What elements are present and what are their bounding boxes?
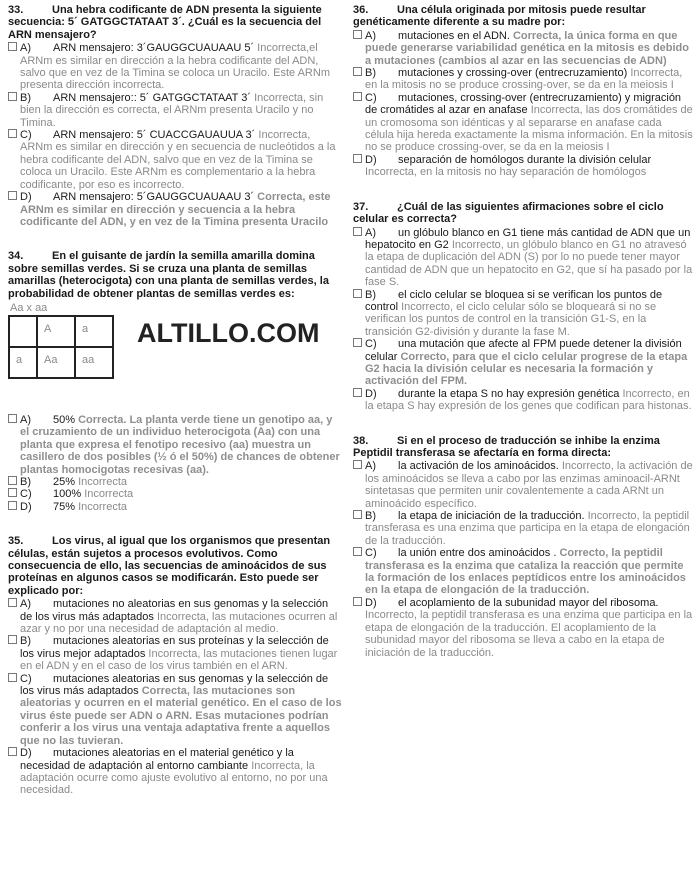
feedback-correct: Correcto, la peptidil transferasa es la enzima que cataliza la reacción que permite la formación de los enlaces peptídicos entre los aminoácidos en la etapa de elongación de la traducción. bbox=[365, 547, 686, 597]
checkbox-icon[interactable] bbox=[8, 191, 17, 200]
punnett-cell: Aa bbox=[37, 347, 75, 378]
option-answer: mutaciones no aleatorias en sus genomas y la selección de los virus más adaptados bbox=[20, 598, 329, 623]
option-list bbox=[353, 30, 693, 179]
question-stem bbox=[353, 4, 693, 29]
option-letter: A) bbox=[365, 29, 376, 42]
option-letter: D) bbox=[20, 191, 32, 204]
answer-option[interactable] bbox=[353, 92, 693, 154]
option-letter: B) bbox=[365, 67, 376, 80]
option-letter: A) bbox=[20, 413, 31, 426]
checkbox-icon[interactable] bbox=[8, 414, 17, 423]
cross-label: Aa x aa bbox=[10, 301, 48, 314]
checkbox-icon[interactable] bbox=[8, 476, 17, 485]
punnett-square bbox=[8, 315, 114, 379]
question-number: 33. bbox=[8, 4, 24, 16]
feedback-correct: Correcta. La planta verde tiene un genotipo aa, y el cruzamiento de un individuo heterocigota (Aa) con una planta que expresa el fenotipo recesivo (aa) muestra un casillero de dos posibles (½ ó el 50%) de chances de obtener plantas homocigotas recesivas (aa). bbox=[20, 413, 340, 476]
option-answer: 100% bbox=[53, 488, 82, 501]
question-stem bbox=[8, 535, 343, 597]
option-answer: ARN mensajero: 3´GAUGGCUAUAAU 5´ bbox=[53, 42, 255, 55]
left-column bbox=[8, 4, 343, 819]
option-answer: mutaciones aleatorias en sus proteínas y la selección de los virus mejor adaptados bbox=[20, 635, 329, 660]
question-text: ¿Cuál de las siguientes afirmaciones sobre el ciclo celular es correcta? bbox=[353, 200, 664, 226]
feedback-incorrect: Incorrecto, la activación de los aminoácidos se lleva a cabo por las enzimas aminoacil-ARNt sintetasas que permiten unir covalentemente a cada ARNt un aminoácido específico. bbox=[365, 460, 693, 510]
checkbox-icon[interactable] bbox=[8, 747, 17, 756]
option-answer: mutaciones en el ADN. bbox=[398, 29, 510, 42]
question-text: Si en el proceso de traducción se inhibe la enzima Peptidil transferasa se afectaría en forma directa: bbox=[353, 434, 660, 459]
question-stem bbox=[8, 250, 343, 300]
feedback-incorrect: Incorrecto, el ciclo celular sólo se bloqueará si no se verifican los puntos de control en la transición G1-S, en la transición G2-división y durante la fase M. bbox=[365, 300, 657, 338]
answer-option[interactable] bbox=[353, 338, 693, 388]
option-answer: mutaciones y crossing-over (entrecruzamiento) bbox=[398, 67, 628, 80]
feedback-incorrect: Incorrecta bbox=[78, 475, 128, 488]
question-number: 38. bbox=[353, 434, 369, 447]
option-answer: separación de homólogos durante la división celular bbox=[398, 153, 652, 166]
option-answer: el ciclo celular se bloquea si se verifican los puntos de control bbox=[365, 288, 663, 313]
option-letter: D) bbox=[365, 153, 377, 166]
question-33 bbox=[8, 4, 343, 228]
option-letter: B) bbox=[365, 288, 376, 301]
option-letter: A) bbox=[365, 460, 376, 473]
option-letter: B) bbox=[20, 91, 31, 104]
question-number: 37. bbox=[353, 200, 369, 213]
option-answer: mutaciones aleatorias en el material genético y la necesidad de adaptación al entorno cambiante bbox=[20, 747, 294, 772]
option-letter: B) bbox=[365, 510, 376, 523]
option-letter: C) bbox=[365, 338, 377, 351]
checkbox-icon[interactable] bbox=[353, 92, 362, 101]
punnett-cell bbox=[9, 316, 37, 347]
answer-option[interactable] bbox=[353, 289, 693, 339]
option-list bbox=[353, 460, 693, 659]
option-letter: C) bbox=[365, 547, 377, 560]
watermark-logo: ALTILLO.COM bbox=[137, 317, 320, 348]
answer-option[interactable] bbox=[8, 129, 343, 191]
punnett-cell: aa bbox=[75, 347, 113, 378]
option-answer: ARN mensajero: 5´ CUACCGAUAUUA 3´ bbox=[53, 129, 259, 142]
option-letter: C) bbox=[20, 672, 32, 685]
feedback-incorrect: Incorrecta, en la mitosis no hay separación de homólogos bbox=[365, 166, 647, 179]
answer-option[interactable] bbox=[353, 460, 693, 510]
feedback-incorrect: Incorrecto, la peptidil transferasa es una enzima que participa en la etapa de elongación de la traducción. El acoplamiento de la subunidad mayor del ribosoma se lleva a cabo en la etapa de iniciación de la traducción. bbox=[365, 609, 693, 659]
answer-option[interactable] bbox=[8, 598, 343, 635]
option-list bbox=[8, 598, 343, 797]
option-letter: C) bbox=[20, 488, 32, 501]
answer-option[interactable] bbox=[353, 67, 693, 92]
checkbox-icon[interactable] bbox=[8, 92, 17, 101]
option-letter: B) bbox=[20, 475, 31, 488]
feedback-incorrect: Incorrecta,el ARNm es similar en dirección a la hebra codificante del ADN, salvo que en vez de la Timina se coloca un Uracilo. Este ARNm presenta dirección incorrecta. bbox=[20, 42, 330, 92]
answer-option[interactable] bbox=[8, 414, 343, 476]
checkbox-icon[interactable] bbox=[8, 673, 17, 682]
option-letter: A) bbox=[20, 598, 31, 611]
option-letter: C) bbox=[20, 129, 32, 142]
checkbox-icon[interactable] bbox=[8, 635, 17, 644]
question-number: 36. bbox=[353, 4, 369, 16]
option-answer: la activación de los aminoácidos. bbox=[398, 460, 559, 473]
answer-option[interactable] bbox=[8, 476, 343, 488]
option-answer: ARN mensajero:: 5´ GATGGCTATAAT 3´ bbox=[53, 91, 252, 104]
option-list bbox=[8, 42, 343, 228]
option-letter: D) bbox=[365, 596, 377, 609]
feedback-incorrect: Incorrecto, un glóbulo blanco en G1 no atravesó la etapa de duplicación del ADN (S) por lo no puede tener mayor cantidad de ADN que un hepatocito en G2, que sí ha pasado por la fase S. bbox=[365, 238, 693, 289]
right-column bbox=[353, 4, 693, 681]
answer-option[interactable] bbox=[8, 488, 343, 500]
feedback-correct: Correcto, para que el ciclo celular progrese de la etapa G2 hacia la división celular es necesaria la formación y activación del FPM. bbox=[365, 350, 688, 388]
feedback-incorrect: Incorrecta, las mutaciones tienen lugar en el ADN y en el caso de los virus también en el ARN. bbox=[20, 647, 338, 673]
feedback-incorrect: Incorrecta, las dos cromátides de un cromosoma son idénticas y al separarse en anafase cada célula hija hereda exactamente la misma información. En la mitosis no se produce crossing-over, se da en la meiosis I bbox=[365, 104, 693, 154]
option-letter: D) bbox=[20, 500, 32, 513]
checkbox-icon[interactable] bbox=[353, 227, 362, 236]
question-36 bbox=[353, 4, 693, 179]
checkbox-icon[interactable] bbox=[353, 460, 362, 469]
feedback-incorrect: Incorrecta, las mutaciones ocurren al azar y no por una necesidad de adaptación al medio. bbox=[20, 610, 338, 636]
answer-option[interactable] bbox=[353, 388, 693, 413]
option-answer: el acoplamiento de la subunidad mayor del ribosoma. bbox=[398, 596, 659, 609]
question-text: En el guisante de jardín la semilla amarilla domina sobre semillas verdes. Si se cruza una planta de semillas amarillas (heterocigota) con una planta de semillas verdes, la probabilidad de obtener plantas de semillas verdes es: bbox=[8, 250, 329, 300]
option-letter: A) bbox=[365, 226, 376, 239]
feedback-incorrect: Incorrecta, sin bien la dirección es correcta, el ARNm presenta Uracilo y no Timina. bbox=[20, 91, 324, 129]
option-answer: ARN mensajero: 5´GAUGGCUAUAAU 3´ bbox=[53, 191, 255, 204]
feedback-correct: Correcta, la única forma en que puede generarse variabilidad genética en la mitosis es debido a mutaciones (cambios al azar en las secuencias de ADN) bbox=[365, 29, 690, 67]
punnett-cell: a bbox=[9, 347, 37, 378]
option-letter: D) bbox=[20, 747, 32, 760]
checkbox-icon[interactable] bbox=[353, 154, 362, 163]
checkbox-icon[interactable] bbox=[353, 510, 362, 519]
feedback-incorrect: Incorrecto, la peptidil transferasa es una enzima que participa en la etapa de elongación de la traducción. bbox=[365, 510, 690, 547]
checkbox-icon[interactable] bbox=[8, 42, 17, 51]
punnett-cell: a bbox=[75, 316, 113, 347]
question-stem bbox=[353, 201, 693, 226]
question-38 bbox=[353, 435, 693, 659]
checkbox-icon[interactable] bbox=[8, 501, 17, 510]
option-answer: una mutación que afecte al FPM puede detener la división celular bbox=[365, 338, 682, 363]
question-number: 34. bbox=[8, 250, 24, 263]
option-answer: la etapa de iniciación de la traducción. bbox=[398, 510, 585, 523]
option-list bbox=[353, 227, 693, 413]
option-answer: mutaciones, crossing-over (entrecruzamiento) y migración de cromátides al azar en anafase bbox=[365, 91, 682, 117]
checkbox-icon[interactable] bbox=[8, 129, 17, 138]
feedback-incorrect: Incorrecta bbox=[78, 500, 128, 513]
answer-option[interactable] bbox=[8, 747, 343, 797]
feedback-correct: Correcta, este ARNm es similar en dirección y secuencia a la hebra codificante del ADN, y en vez de la Timina presenta Uracilo bbox=[20, 191, 331, 228]
answer-option[interactable] bbox=[8, 673, 343, 747]
option-answer: 25% bbox=[53, 475, 76, 488]
answer-option[interactable] bbox=[8, 191, 343, 228]
feedback-incorrect: Incorrecta, en la mitosis no se produce crossing-over, se da en la meiosis I bbox=[365, 67, 683, 92]
checkbox-icon[interactable] bbox=[353, 67, 362, 76]
punnett-figure bbox=[8, 302, 343, 406]
question-34 bbox=[8, 250, 343, 513]
question-35 bbox=[8, 535, 343, 797]
feedback-incorrect: Incorrecta, ARNm es similar en dirección y en secuencia de nucleótidos a la hebra codificante del ADN, salvo que en vez de la Timina se coloca un Uracilo. Este ARNm es complementario a la hebra codificante, por eso es incorrecto. bbox=[20, 129, 336, 191]
option-letter: D) bbox=[365, 387, 377, 400]
answer-option[interactable] bbox=[353, 597, 693, 659]
checkbox-icon[interactable] bbox=[353, 547, 362, 556]
option-answer: 75% bbox=[53, 500, 76, 513]
option-letter: A) bbox=[20, 42, 31, 55]
option-letter: B) bbox=[20, 635, 31, 648]
answer-option[interactable] bbox=[353, 154, 693, 179]
option-answer: durante la etapa S no hay expresión genética bbox=[398, 387, 620, 400]
question-number: 35. bbox=[8, 535, 24, 548]
answer-option[interactable] bbox=[8, 501, 343, 513]
option-answer: un glóbulo blanco en G1 tiene más cantidad de ADN que un hepatocito en G2 bbox=[365, 226, 691, 251]
checkbox-icon[interactable] bbox=[8, 488, 17, 497]
option-letter: C) bbox=[365, 91, 377, 104]
question-text: Una célula originada por mitosis puede resultar genéticamente diferente a su madre por: bbox=[353, 4, 646, 29]
question-37 bbox=[353, 201, 693, 413]
question-stem bbox=[8, 4, 343, 41]
question-stem bbox=[353, 435, 693, 460]
checkbox-icon[interactable] bbox=[353, 30, 362, 39]
checkbox-icon[interactable] bbox=[8, 598, 17, 607]
option-answer: la unión entre dos aminoácidos . bbox=[398, 547, 557, 560]
question-text: Una hebra codificante de ADN presenta la siguiente secuencia: 5´ GATGGCTATAAT 3´. ¿Cuál es la secuencia del ARN mensajero? bbox=[8, 4, 322, 41]
feedback-incorrect: Incorrecto, en la etapa S hay expresión de los genes que codifican para histonas. bbox=[365, 387, 692, 413]
answer-option[interactable] bbox=[353, 547, 693, 597]
feedback-incorrect: Incorrecta, la adaptación ocurre como ajuste evolutivo al entorno, no por una necesidad. bbox=[20, 759, 328, 797]
question-text: Los virus, al igual que los organismos que presentan células, están sujetos a procesos evolutivos. Como consecuencia de ello, las secuencias de aminoácidos de sus proteínas en algunos casos se modificarán. Esto puede ser explicado por: bbox=[8, 535, 331, 597]
answer-option[interactable] bbox=[8, 635, 343, 672]
answer-option[interactable] bbox=[353, 510, 693, 547]
answer-option[interactable] bbox=[353, 227, 693, 289]
feedback-incorrect: Incorrecta bbox=[84, 488, 134, 501]
answer-option[interactable] bbox=[353, 30, 693, 67]
answer-option[interactable] bbox=[8, 42, 343, 92]
checkbox-icon[interactable] bbox=[353, 388, 362, 397]
option-answer: mutaciones aleatorias en sus genomas y la selección de los virus más adaptados bbox=[20, 672, 329, 698]
option-list bbox=[8, 414, 343, 513]
option-answer: 50% bbox=[53, 413, 76, 426]
checkbox-icon[interactable] bbox=[353, 597, 362, 606]
answer-option[interactable] bbox=[8, 92, 343, 129]
punnett-cell: A bbox=[37, 316, 75, 347]
checkbox-icon[interactable] bbox=[353, 338, 362, 347]
checkbox-icon[interactable] bbox=[353, 289, 362, 298]
feedback-correct: Correcta, las mutaciones son aleatorias y ocurren en el material genético. En el caso de los virus éste puede ser ADN o ARN. Esas mutaciones podrían conferir a los virus una ventaja adaptativa frente a aquellos que no las tuvieran. bbox=[20, 685, 342, 747]
